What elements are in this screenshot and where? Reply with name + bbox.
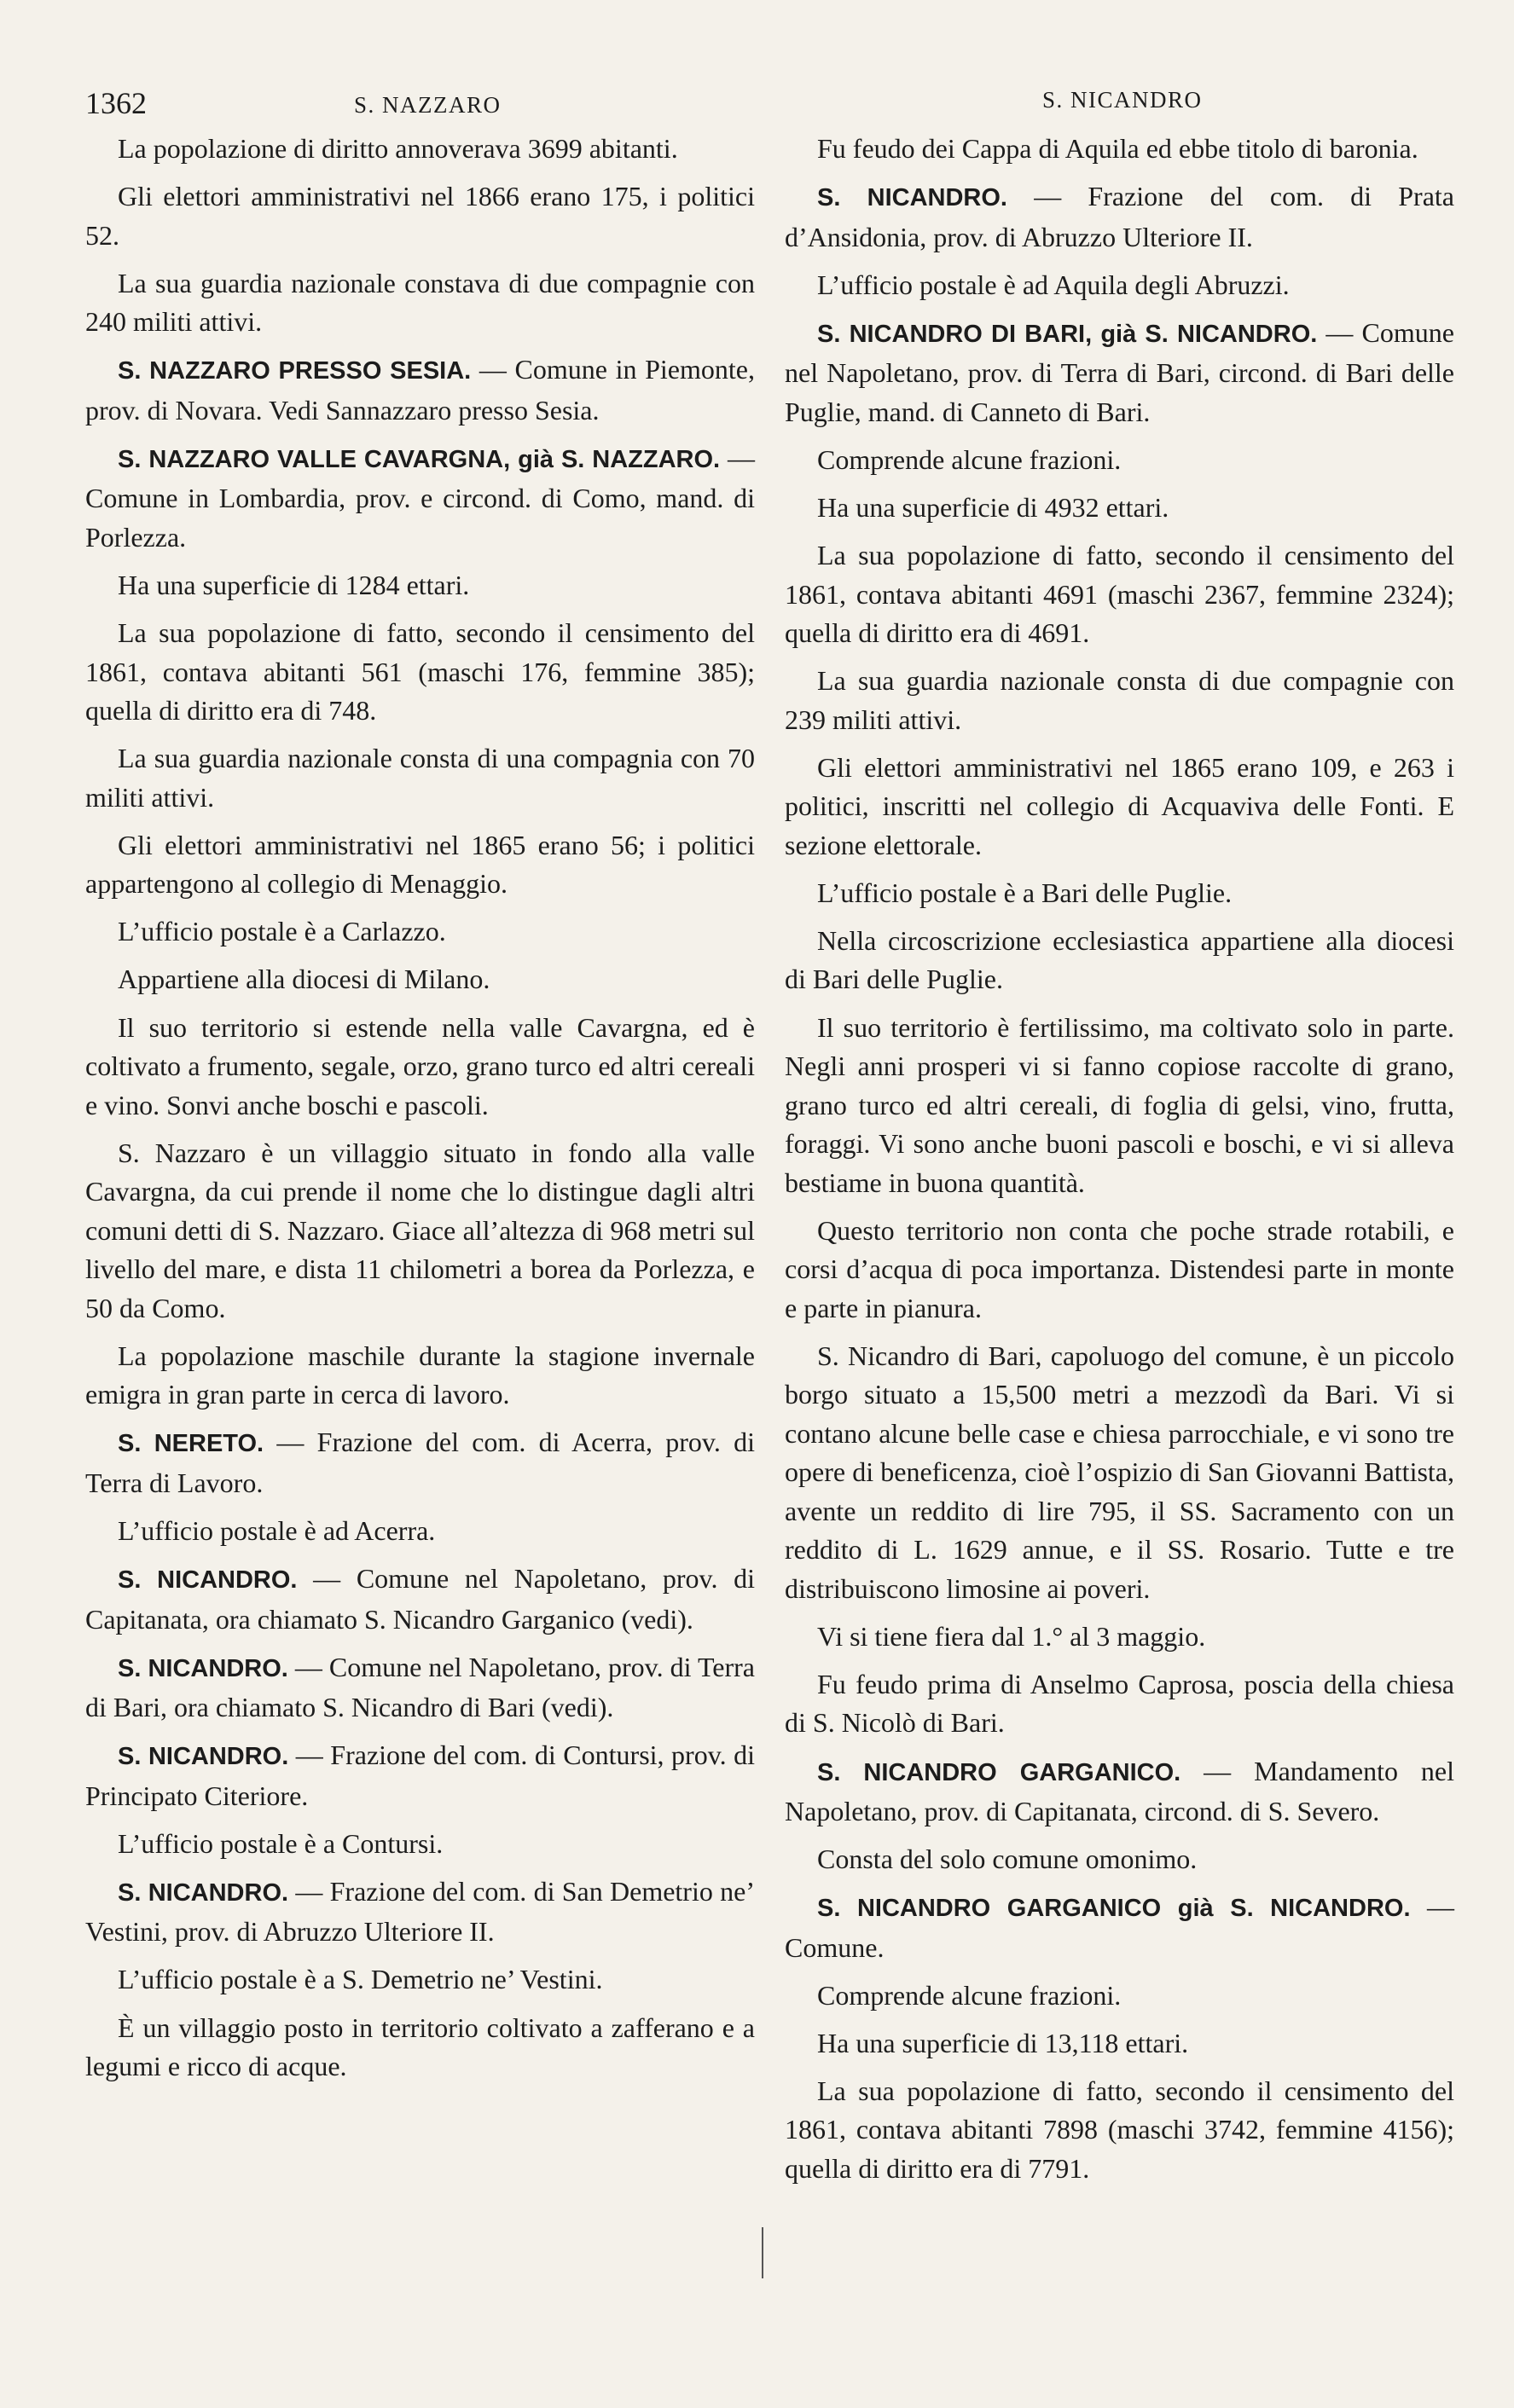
entry-paragraph: [85, 1873, 755, 1952]
entry-text: L’ufficio postale è a S. Demetrio ne’ Vestini.: [118, 1964, 603, 1995]
entry-paragraph: [85, 739, 755, 817]
entry-paragraph: [85, 177, 755, 255]
entry-text: Ha una superficie di 13,118 ettari.: [817, 2027, 1189, 2058]
entry-text: La popolazione di diritto annoverava 3699 abitanti.: [118, 133, 678, 164]
entry-paragraph: [85, 439, 755, 558]
entry-heading: S. NICANDRO.: [118, 1878, 289, 1907]
entry-paragraph: [85, 264, 755, 342]
entry-text: La popolazione maschile durante la stagione invernale emigra in gran parte in cerca di lavoro.: [85, 1340, 755, 1410]
entry-paragraph: [85, 2009, 755, 2087]
entry-text: L’ufficio postale è a Carlazzo.: [118, 916, 446, 947]
entry-heading: S. NERETO.: [118, 1430, 264, 1458]
entry-paragraph: [785, 1618, 1454, 1657]
entry-text: — Comune nel Napoletano, prov. di Terra di Bari, circond. di Bari delle Puglie, mand. di Canneto di Bari.: [785, 316, 1454, 427]
entry-text: È un villaggio posto in territorio coltivato a zafferano e a legumi e ricco di acque.: [85, 2011, 755, 2082]
entry-heading: S. NICANDRO.: [118, 1743, 289, 1771]
entry-paragraph: [785, 266, 1454, 305]
entry-heading: S. NICANDRO.: [817, 184, 1007, 212]
entry-paragraph: [785, 1212, 1454, 1328]
entry-paragraph: [785, 874, 1454, 913]
entry-paragraph: [85, 1009, 755, 1126]
entry-paragraph: [785, 1665, 1454, 1743]
entry-paragraph: [785, 441, 1454, 480]
page-header: [0, 85, 1514, 128]
running-head-right: S. NICANDRO: [1042, 87, 1203, 113]
entry-text: — Comune in Lombardia, prov. e circond. di Como, mand. di Porlezza.: [85, 442, 755, 553]
entry-paragraph: [85, 350, 755, 430]
entry-text: L’ufficio postale è a Bari delle Puglie.: [817, 877, 1233, 908]
entry-text: Fu feudo dei Cappa di Aquila ed ebbe titolo di baronia.: [817, 133, 1418, 164]
entry-paragraph: [85, 130, 755, 169]
entry-text: — Frazione del com. di Prata d’Ansidonia, prov. di Abruzzo Ulteriore II.: [785, 181, 1454, 252]
entry-paragraph: [85, 1825, 755, 1864]
entry-text: Gli elettori amministrativi nel 1866 erano 175, i politici 52.: [85, 181, 755, 251]
entry-paragraph: [85, 826, 755, 904]
entry-text: La sua guardia nazionale constava di due compagnie con 240 militi attivi.: [85, 267, 755, 338]
entry-paragraph: [785, 662, 1454, 739]
entry-paragraph: [85, 1736, 755, 1815]
entry-text: Comprende alcune frazioni.: [817, 1979, 1122, 2011]
entry-paragraph: [85, 614, 755, 731]
entry-text: Appartiene alla diocesi di Milano.: [118, 964, 490, 995]
entry-paragraph: [85, 1512, 755, 1551]
column-divider: [762, 2227, 763, 2278]
entry-paragraph: [785, 177, 1454, 257]
left-column: [85, 130, 755, 2095]
entry-text: — Frazione del com. di San Demetrio ne’ Vestini, prov. di Abruzzo Ulteriore II.: [85, 1875, 755, 1948]
entry-paragraph: [785, 1888, 1454, 1967]
entry-text: La sua popolazione di fatto, secondo il censimento del 1861, contava abitanti 7898 (maschi 3742, femmine 4156); quella di diritto era di 7791.: [785, 2075, 1454, 2184]
entry-paragraph: [85, 912, 755, 952]
entry-text: — Comune in Piemonte, prov. di Novara. Vedi Sannazzaro presso Sesia.: [85, 354, 755, 425]
entry-text: Il suo territorio si estende nella valle Cavargna, ed è coltivato a frumento, segale, orzo, grano turco ed altri cereali e vino. Sonvi anche boschi e pascoli.: [85, 1011, 755, 1120]
entry-text: L’ufficio postale è ad Acerra.: [118, 1514, 436, 1546]
entry-text: La sua popolazione di fatto, secondo il censimento del 1861, contava abitanti 4691 (maschi 2367, femmine 2324); quella di diritto era di 4691.: [785, 540, 1454, 649]
entry-text: — Comune.: [785, 1891, 1455, 1963]
entry-text: Gli elettori amministrativi nel 1865 erano 56; i politici appartengono al collegio di Menaggio.: [85, 829, 755, 900]
entry-paragraph: [85, 1423, 755, 1502]
entry-paragraph: [85, 1960, 755, 2000]
entry-text: Vi si tiene fiera dal 1.° al 3 maggio.: [817, 1620, 1206, 1652]
entry-text: Ha una superficie di 1284 ettari.: [118, 569, 470, 600]
entry-paragraph: [85, 1134, 755, 1328]
entry-text: L’ufficio postale è a Contursi.: [118, 1827, 444, 1859]
entry-text: Gli elettori amministrativi nel 1865 erano 109, e 263 i politici, inscritti nel collegio di Acquaviva delle Fonti. E sezione elettorale.: [785, 751, 1454, 860]
entry-text: Nella circoscrizione ecclesiastica appartiene alla diocesi di Bari delle Puglie.: [785, 924, 1454, 995]
entry-heading: S. NICANDRO DI BARI, già S. NICANDRO.: [817, 320, 1318, 348]
entry-text: — Comune nel Napoletano, prov. di Terra di Bari, ora chiamato S. Nicandro di Bari (vedi).: [85, 1651, 755, 1723]
running-head-left: S. NAZZARO: [354, 92, 502, 118]
entry-text: La sua popolazione di fatto, secondo il censimento del 1861, contava abitanti 561 (maschi 176, femmine 385); quella di diritto era di 748.: [85, 617, 755, 726]
entry-text: — Frazione del com. di Contursi, prov. di Principato Citeriore.: [85, 1739, 756, 1811]
entry-text: Fu feudo prima di Anselmo Caprosa, poscia della chiesa di S. Nicolò di Bari.: [785, 1668, 1454, 1739]
right-column: [785, 130, 1454, 2197]
entry-paragraph: [85, 1560, 755, 1639]
entry-paragraph: [785, 1977, 1454, 2016]
entry-paragraph: [785, 2072, 1454, 2189]
entry-paragraph: [785, 1752, 1454, 1832]
entry-heading: S. NICANDRO GARGANICO già S. NICANDRO.: [817, 1895, 1411, 1923]
entry-text: Consta del solo comune omonimo.: [817, 1844, 1198, 1875]
entry-heading: S. NAZZARO PRESSO SESIA.: [118, 357, 472, 385]
entry-paragraph: [785, 2024, 1454, 2064]
page-number: 1362: [85, 86, 147, 120]
entry-text: — Comune nel Napoletano, prov. di Capitanata, ora chiamato S. Nicandro Garganico (vedi).: [85, 1563, 755, 1635]
entry-text: L’ufficio postale è ad Aquila degli Abruzzi.: [817, 269, 1290, 300]
entry-text: Questo territorio non conta che poche strade rotabili, e corsi d’acqua di poca importanza. Distendesi parte in monte e parte in pianura.: [785, 1214, 1454, 1323]
entry-text: Ha una superficie di 4932 ettari.: [817, 491, 1169, 523]
entry-text: Comprende alcune frazioni.: [817, 443, 1122, 475]
entry-text: Il suo territorio è fertilissimo, ma coltivato solo in parte. Negli anni prosperi vi si fanno copiose raccolte di grano, grano turco ed altri cereali, di foglia di gelsi, vino, frutta, foraggi. Vi sono anche buoni pascoli e boschi, e vi si alleva bestiame in buona quantità.: [785, 1011, 1454, 1198]
entry-paragraph: [785, 489, 1454, 528]
entry-heading: S. NAZZARO VALLE CAVARGNA, già S. NAZZARO.: [118, 445, 721, 473]
entry-heading: S. NICANDRO.: [118, 1566, 298, 1594]
entry-text: S. Nazzaro è un villaggio situato in fondo alla valle Cavargna, da cui prende il nome che lo distingue dagli altri comuni detti di S. Nazzaro. Giace all’altezza di 968 metri sul livello del mare, e dista 11 chilometri a borea da Porlezza, e 50 da Como.: [85, 1137, 755, 1323]
entry-paragraph: [85, 1337, 755, 1415]
entry-heading: S. NICANDRO GARGANICO.: [817, 1758, 1181, 1786]
entry-paragraph: [85, 1648, 755, 1728]
entry-paragraph: [785, 130, 1454, 169]
entry-paragraph: [85, 566, 755, 605]
entry-paragraph: [785, 1009, 1454, 1203]
entry-paragraph: [85, 960, 755, 999]
entry-paragraph: [785, 749, 1454, 865]
entry-text: — Mandamento nel Napoletano, prov. di Capitanata, circond. di S. Severo.: [785, 1755, 1454, 1826]
entry-text: S. Nicandro di Bari, capoluogo del comune, è un piccolo borgo situato a 15,500 metri a mezzodì da Bari. Vi si contano alcune belle case e chiesa parrocchiale, e vi sono tre opere di beneficenza, cioè l’ospizio di San Giovanni Battista, avente un reddito di lire 795, il SS. Sacramento con un reddito di L. 1629 annue, e il SS. Rosario. Tutte e tre distribuiscono limosine ai poveri.: [785, 1340, 1454, 1604]
entry-text: — Frazione del com. di Acerra, prov. di Terra di Lavoro.: [85, 1427, 755, 1498]
entry-paragraph: [785, 922, 1454, 999]
entry-paragraph: [785, 1840, 1454, 1879]
entry-heading: S. NICANDRO.: [118, 1654, 288, 1682]
entry-text: La sua guardia nazionale consta di due compagnie con 239 militi attivi.: [785, 665, 1454, 735]
entry-paragraph: [785, 314, 1454, 432]
entry-paragraph: [785, 536, 1454, 653]
entry-paragraph: [785, 1337, 1454, 1609]
entry-text: La sua guardia nazionale consta di una compagnia con 70 militi attivi.: [85, 743, 755, 813]
